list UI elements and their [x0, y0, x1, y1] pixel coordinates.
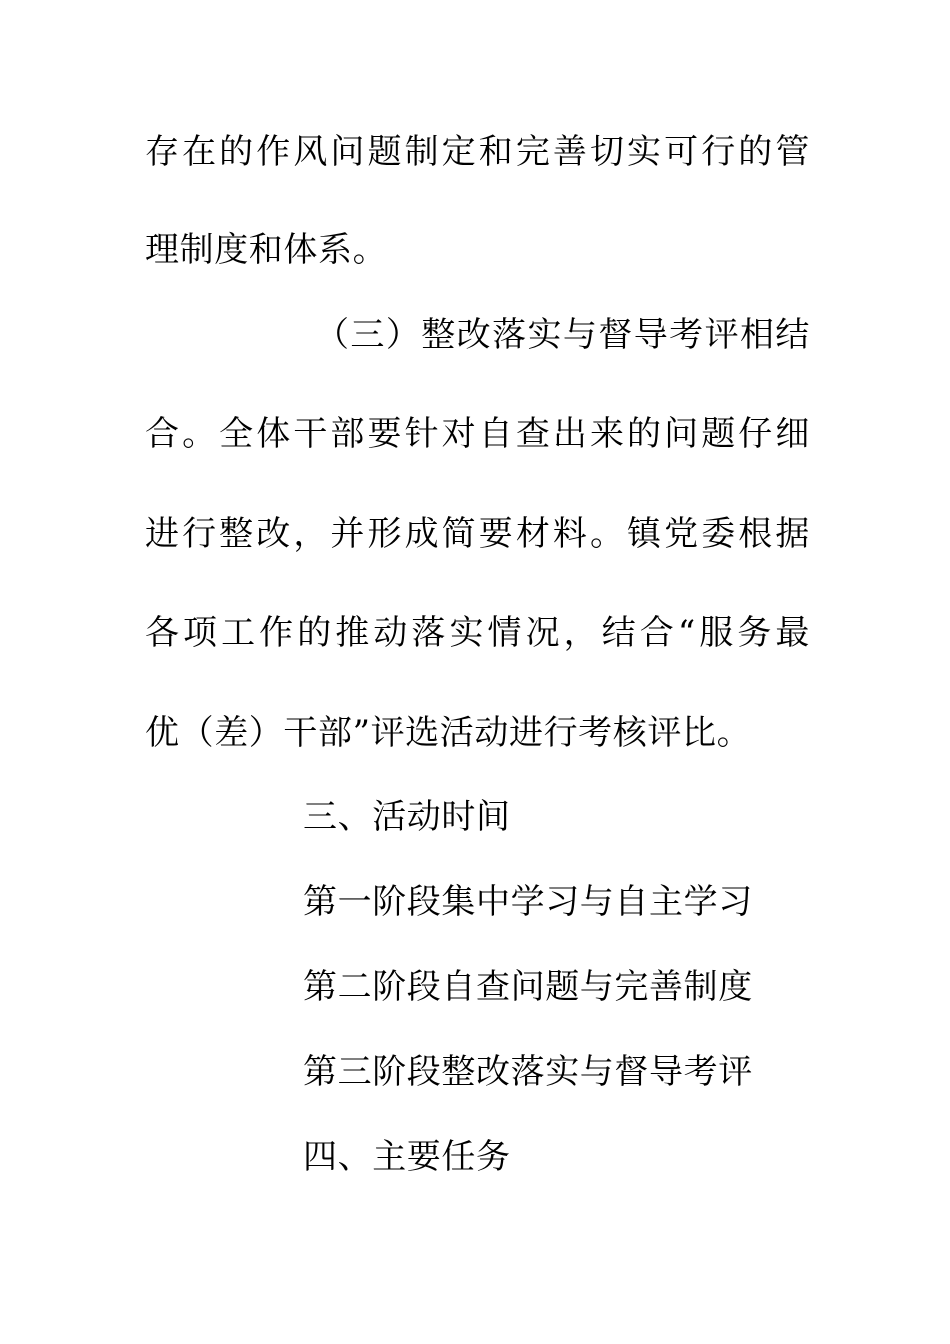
paragraph-2-line-2: 合。全体干部要针对自查出来的问题仔细 [145, 414, 810, 454]
section-four-heading: 四、主要任务 [303, 1137, 511, 1177]
paragraph-2-line-3: 进行整改，并形成简要材料。镇党委根据 [145, 514, 810, 554]
section-three-item-2: 第二阶段自查问题与完善制度 [303, 967, 753, 1007]
section-three-item-3: 第三阶段整改落实与督导考评 [303, 1052, 753, 1092]
paragraph-1-line-2: 理制度和体系。 [145, 230, 388, 270]
section-three-heading: 三、活动时间 [303, 797, 511, 837]
paragraph-2-line-4: 各项工作的推动落实情况，结合“服务最 [145, 613, 810, 653]
paragraph-2-line-1: （三）整改落实与督导考评相结 [315, 315, 810, 355]
paragraph-2-line-5: 优（差）干部”评选活动进行考核评比。 [145, 713, 752, 753]
section-three-item-1: 第一阶段集中学习与自主学习 [303, 882, 753, 922]
paragraph-1-line-1: 存在的作风问题制定和完善切实可行的管 [145, 132, 810, 172]
